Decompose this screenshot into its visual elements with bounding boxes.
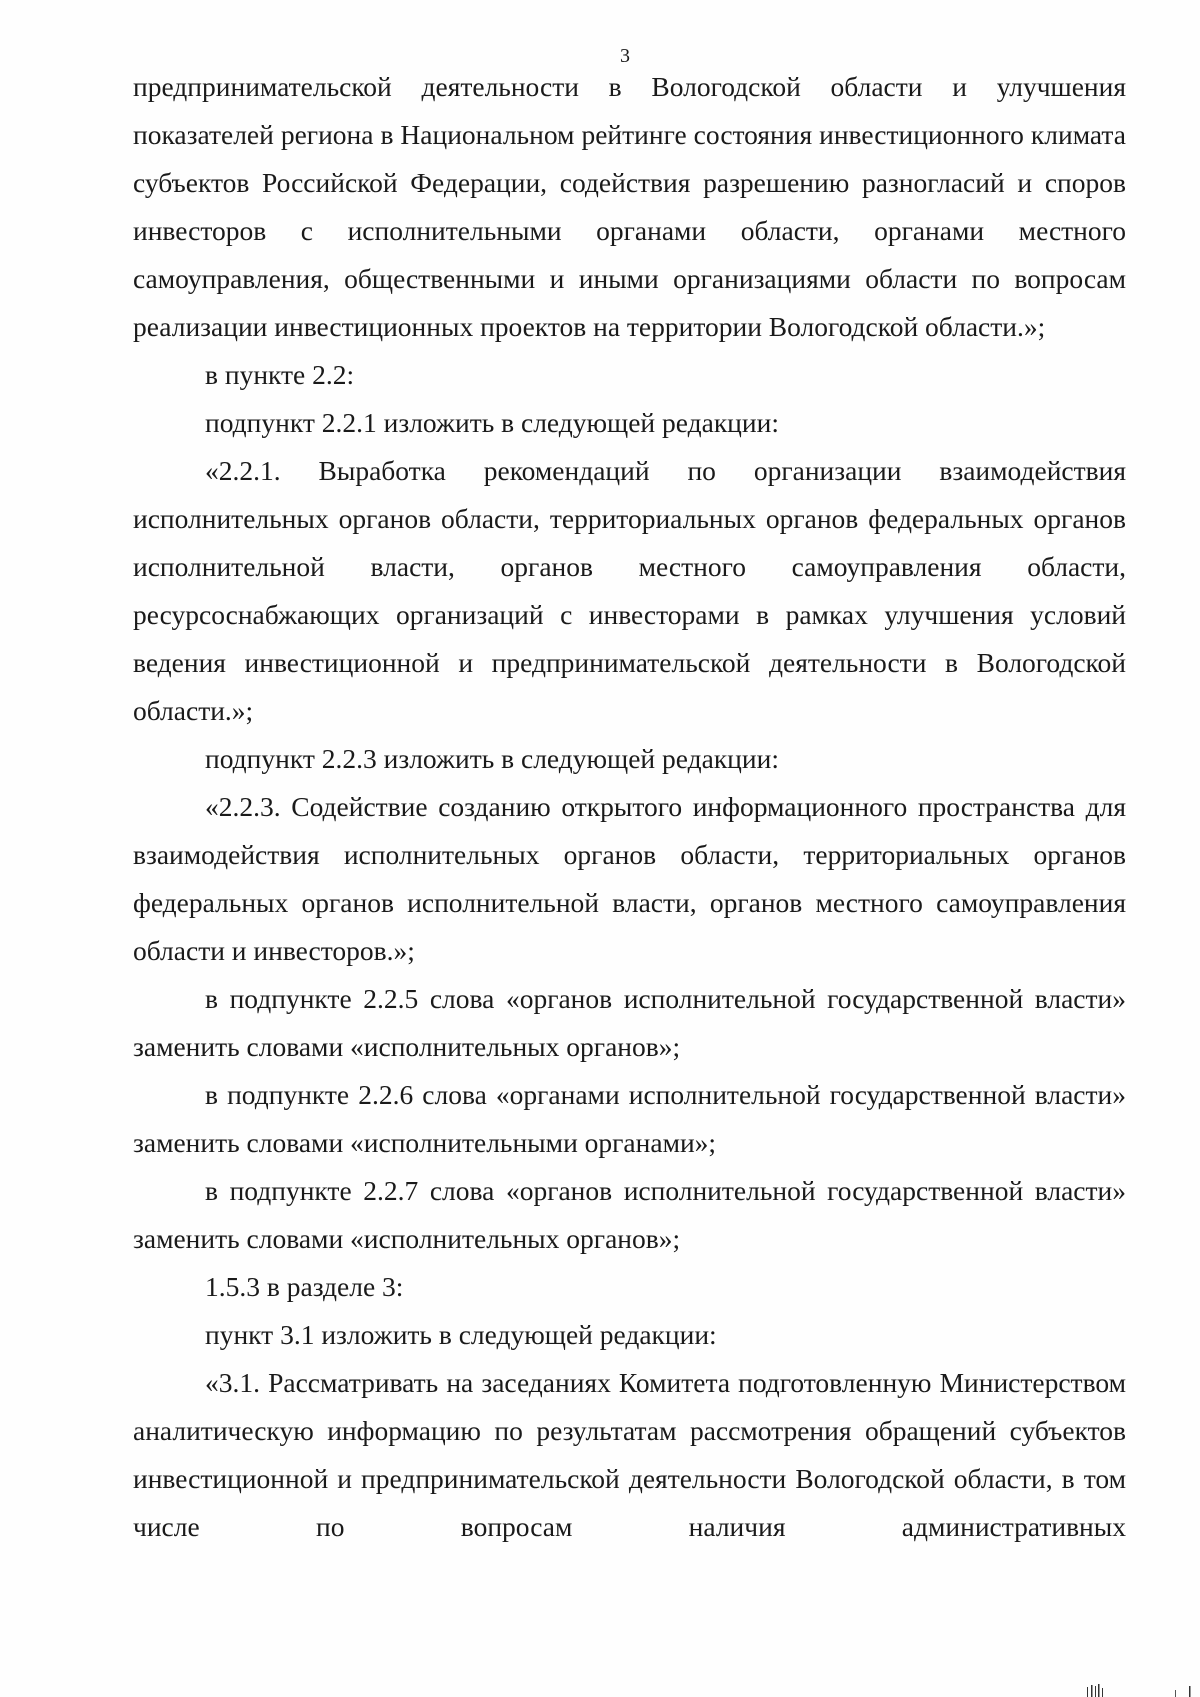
- page-number: 3: [620, 45, 630, 67]
- paragraph-subitem-2-2-3-instruction: подпункт 2.2.3 изложить в следующей редакции:: [205, 743, 779, 774]
- paragraph-item-3-1-text: «3.1. Рассматривать на заседаниях Комитета подготовленную Министерством аналитическую информацию по результатам рассмотрения обращений субъектов инвестиционной и предпринимательской деятельности Вологодской области, в том числе по вопросам наличия административных: [133, 1367, 1126, 1542]
- scan-artifact-marks: [1085, 1684, 1195, 1697]
- paragraph-item-3-1-instruction: пункт 3.1 изложить в следующей редакции:: [205, 1319, 717, 1350]
- document-text: [133, 63, 1126, 1551]
- paragraph-subitem-2-2-1-instruction: подпункт 2.2.1 изложить в следующей редакции:: [205, 407, 779, 438]
- paragraph-section-1-5-3: 1.5.3 в разделе 3:: [205, 1271, 404, 1302]
- paragraph-continuation: предпринимательской деятельности в Вологодской области и улучшения показателей региона в Национальном рейтинге состояния инвестиционного климата субъектов Российской Федерации, содействия разрешению разногласий и споров инвесторов с исполнительными органами области, органами местного самоуправления, общественными и иными организациями области по вопросам реализации инвестиционных проектов на территории Вологодской области.»;: [133, 71, 1126, 342]
- paragraph-subitem-2-2-7: в подпункте 2.2.7 слова «органов исполнительной государственной власти» заменить словами «исполнительных органов»;: [133, 1175, 1126, 1254]
- paragraph-subitem-2-2-6: в подпункте 2.2.6 слова «органами исполнительной государственной власти» заменить словами «исполнительными органами»;: [133, 1079, 1126, 1158]
- paragraph-item-2-2: в пункте 2.2:: [205, 359, 355, 390]
- paragraph-subitem-2-2-1-text: «2.2.1. Выработка рекомендаций по организации взаимодействия исполнительных органов области, территориальных органов федеральных органов исполнительной власти, органов местного самоуправления области, ресурсоснабжающих организаций с инвесторами в рамках улучшения условий ведения инвестиционной и предпринимательской деятельности в Вологодской области.»;: [133, 455, 1126, 726]
- paragraph-subitem-2-2-3-text: «2.2.3. Содействие созданию открытого информационного пространства для взаимодействия исполнительных органов области, территориальных органов федеральных органов исполнительной власти, органов местного самоуправления области и инвесторов.»;: [133, 791, 1126, 966]
- paragraph-subitem-2-2-5: в подпункте 2.2.5 слова «органов исполнительной государственной власти» заменить словами «исполнительных органов»;: [133, 983, 1126, 1062]
